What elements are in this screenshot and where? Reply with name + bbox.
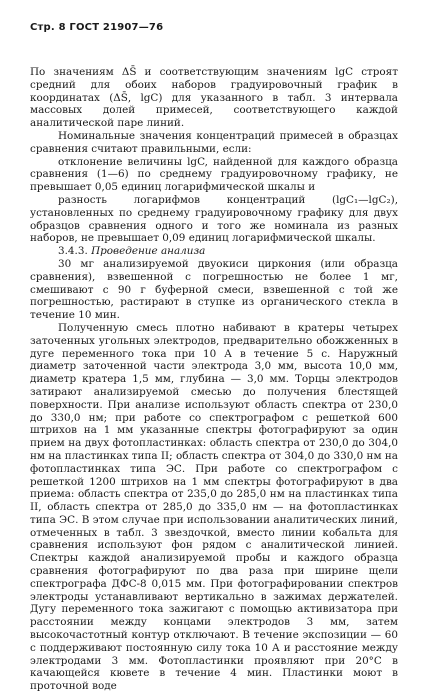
section-heading [30, 245, 398, 258]
document-page [30, 22, 398, 693]
paragraph-sample-preparation: 30 мг анализируемой двуокиси циркония (или образца сравнения), взвешенной с погрешностью не более 1 мг, смешивают с 90 г буферной смеси, взвешенной с той же погрешностью, растирают в ступке из органического стекла в течение 10 мин. [30, 257, 398, 322]
paragraph-calibration-graph: По значениям ΔS̄ и соответствующим значениям lgC строят средний для обоих наборов градуировочный график в координатах (ΔS̄, lgC) для указанного в табл. 3 интервала массовых долей примесей, соответствующего каждой аналитической паре линий. [30, 66, 398, 130]
section-title: Проведение анализа [91, 245, 206, 258]
paragraph-nominal-values: Номинальные значения концентраций примесей в образцах сравнения считают правильными, если: [30, 129, 398, 155]
page-header: Стр. 8 ГОСТ 21907—76 [30, 22, 164, 33]
paragraph-analysis-procedure: Полученную смесь плотно набивают в кратеры четырех заточенных угольных электродов, предварительно обожженных в дуге переменного тока при 10 А в течение 5 с. Наружный диаметр заточенной части электрода 3,0 мм, высота 10,0 мм, диаметр кратера 1,5 мм, глубина — 3,0 мм. Торцы электродов затирают анализируемой смесью до получения блестящей поверхности. При анализе используют область спектра от 230,0 до 330,0 нм; при работе со спектрографом с решеткой 600 штрихов на 1 мм указанные спектры фотографируют за один прием на двух фотопластинках: область спектра от 230,0 до 304,0 нм на пластинках типа II; область спектра от 304,0 до 330,0 нм на фотопластинках типа ЭС. При работе со спектрографом с решеткой 1200 штрихов на 1 мм спектры фотографируют в два приема: область спектра от 235,0 до 285,0 нм на пластинках типа II, область спектра от 285,0 до 335,0 нм — на фотопластинках типа ЭС. В этом случае при использовании аналитических линий, отмеченных в табл. 3 звездочкой, вместо линии кобальта для сравнения используют фон рядом с аналитической линией. Спектры каждой анализируемой пробы и каждого образца сравнения фотографируют по два раза при ширине щели спектрографа ДФС-8 0,015 мм. При фотографировании спектров электроды устанавливают вертикально в зажимах держателей. Дугу переменного тока зажигают с помощью активизатора при расстоянии между концами электродов 3 мм, затем высокочастотный контур отключают. В течение экспозиции — 60 с поддерживают постоянную силу тока 10 А и расстояние между электродами 3 мм. Фотопластинки проявляют при 20°С в качающейся кювете в течение 4 мин. Пластинки моют в проточной воде [30, 321, 398, 693]
section-number: 3.4.3. [58, 245, 88, 258]
paragraph-log-difference-condition: разность логарифмов концентраций (lgC₁—lgC₂), установленных по среднему градуировочному графику для двух образцов сравнения одного и того же номинала из разных наборов, не превышает 0,09 единиц логарифмической шкалы. [30, 193, 398, 245]
paragraph-deviation-condition: отклонение величины lgC, найденной для каждого образца сравнения (1—6) по среднему градуировочному графику, не превышает 0,05 единиц логарифмической шкалы и [30, 155, 398, 194]
